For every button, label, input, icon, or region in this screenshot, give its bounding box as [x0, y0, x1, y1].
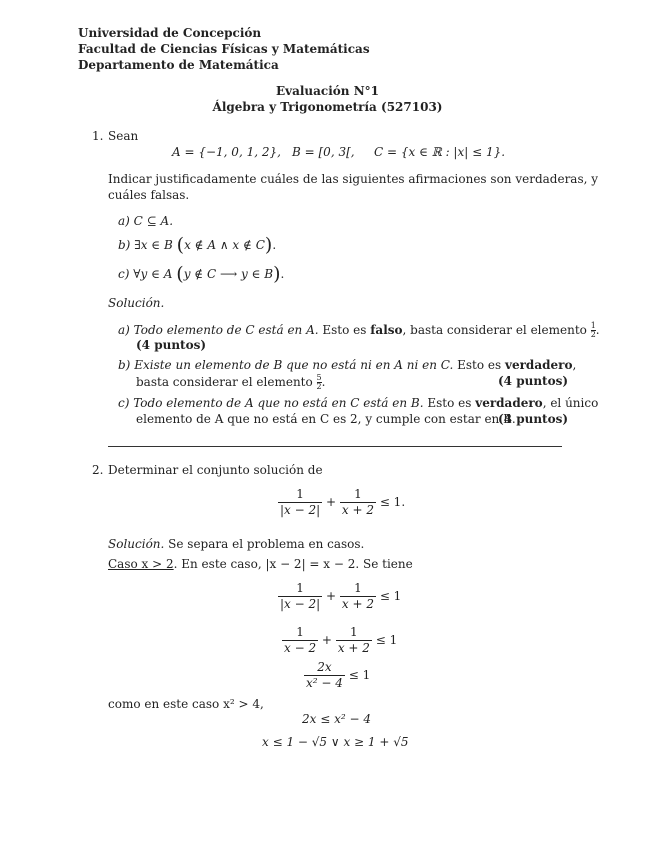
solution-text: Esto es: [423, 396, 476, 410]
solution-a-points: (4 puntos): [136, 338, 207, 352]
solution-b-line2: basta considerar el elemento $\frac{5}{2}$ .: [136, 373, 326, 391]
problem2-number: 2.: [92, 463, 104, 477]
solution-verdict: verdadero: [475, 396, 543, 410]
exam-title: Evaluación N°1: [275, 84, 380, 98]
statement-b: b) ∃x ∈ B (x ∉ A ∧ x ∉ C).: [118, 234, 277, 256]
statement-formula: x ∉ A ∧ x ∉ C: [184, 238, 265, 252]
statement-label: a): [118, 214, 130, 228]
solution-verdict: falso: [370, 323, 403, 337]
faculty-name: Facultad de Ciencias Físicas y Matemáticas: [78, 42, 370, 56]
case-heading: [108, 557, 413, 571]
main-inequality: $\frac{1}{|x - 2|}$ + $\frac{1}{x + 2}$ ≤ 1.: [280, 487, 406, 517]
statement-label: b): [118, 238, 131, 252]
case-label: Caso x > 2: [108, 557, 174, 571]
solution-c-line2: elemento de A que no está en C es 2, y cumple con estar en B.: [136, 412, 516, 426]
solution-b-points: (4 puntos): [498, 374, 569, 388]
solution-c-line1: [118, 396, 598, 410]
step3-inequality: $\frac{2x}{\text{x² − 4}}$ ≤ 1: [306, 660, 371, 690]
solution2-text: Se separa el problema en casos.: [164, 537, 365, 551]
solution-text: basta considerar el elemento: [136, 375, 317, 389]
step2-inequality: $\frac{1}{x - 2}$ + $\frac{1}{x + 2}$ ≤ 1: [284, 625, 398, 655]
solution1-label: Solución.: [108, 296, 165, 310]
fraction: $\frac{1}{x - 2}$: [284, 625, 317, 655]
solution-claim: Existe un elemento de B que no está ni en A ni en C.: [134, 358, 454, 372]
step5-solution: x ≤ 1 − √5 ∨ x ≥ 1 + √5: [262, 735, 409, 749]
fraction: $\frac{1}{|x - 2|}$: [280, 581, 321, 611]
step1-inequality: $\frac{1}{|x - 2|}$ + $\frac{1}{x + 2}$ ≤ 1: [280, 581, 402, 611]
statement-period: .: [280, 267, 285, 281]
statement-formula: C ⊆ A.: [133, 214, 174, 228]
fraction: $\frac{1}{x + 2}$: [337, 625, 370, 655]
set-b-definition: B = [0, 3[,: [292, 145, 355, 159]
statement-label: c): [118, 267, 130, 281]
course-title: Álgebra y Trigonometría (527103): [212, 100, 443, 114]
statement-quantifier: ∃x ∈ B: [134, 238, 173, 252]
section-divider: [108, 446, 562, 447]
solution-c-points: (4 puntos): [498, 412, 569, 426]
problem1-intro: Sean: [108, 129, 139, 143]
university-name: Universidad de Concepción: [78, 26, 262, 40]
solution-text: Esto es: [318, 323, 371, 337]
set-c-definition: C = {x ∈ ℝ : |x| ≤ 1}.: [374, 145, 506, 159]
statement-formula: y ∉ C ⟶ y ∈ B: [183, 267, 274, 281]
fraction-five-halves: $\frac{5}{2}$: [316, 373, 322, 391]
solution-claim: Todo elemento de A que no está en C está en B.: [133, 396, 424, 410]
solution-label: a): [118, 323, 130, 337]
solution-a-line1: a) Todo elemento de C está en A. Esto es falso, basta considerar el elemento $\frac{1}{2}$ .: [118, 321, 600, 339]
problem2-statement: Determinar el conjunto solución de: [108, 463, 323, 477]
statement-quantifier: ∀y ∈ A: [133, 267, 173, 281]
solution-text: , el único: [542, 396, 599, 410]
problem1-instruction: Indicar justificadamente cuáles de las siguientes afirmaciones son verdaderas, y: [108, 172, 599, 186]
fraction: $\frac{1}{x + 2}$: [341, 487, 374, 517]
solution2-intro: [108, 537, 364, 551]
solution-text: Esto es: [453, 358, 505, 372]
solution-claim: Todo elemento de C está en A.: [133, 323, 319, 337]
problem1-instruction-cont: cuáles falsas.: [108, 188, 190, 202]
statement-a: [118, 214, 173, 228]
case-text: . En este caso, |x − 2| = x − 2. Se tiene: [173, 557, 413, 571]
solution-b-line1: [118, 358, 577, 372]
solution-verdict: verdadero: [505, 358, 573, 372]
solution-text: ,: [572, 358, 577, 372]
fraction-one-half: $\frac{1}{2}$: [590, 321, 596, 339]
statement-c: c) ∀y ∈ A (y ∉ C ⟶ y ∈ B).: [118, 263, 285, 285]
fraction: $\frac{2x}{\text{x² − 4}}$: [306, 660, 343, 690]
set-a-definition: A = {−1, 0, 1, 2},: [172, 145, 281, 159]
fraction: $\frac{1}{x + 2}$: [341, 581, 374, 611]
statement-period: .: [272, 238, 277, 252]
solution2-label: Solución.: [108, 537, 165, 551]
fraction: $\frac{1}{|x - 2|}$: [280, 487, 321, 517]
solution-text: , basta considerar el elemento: [402, 323, 591, 337]
problem1-number: 1.: [92, 129, 104, 143]
step4-inequality: 2x ≤ x² − 4: [302, 712, 371, 726]
solution-label: c): [118, 396, 130, 410]
remark-text: como en este caso x² > 4,: [108, 697, 264, 711]
department-name: Departamento de Matemática: [78, 58, 279, 72]
solution-label: b): [118, 358, 131, 372]
